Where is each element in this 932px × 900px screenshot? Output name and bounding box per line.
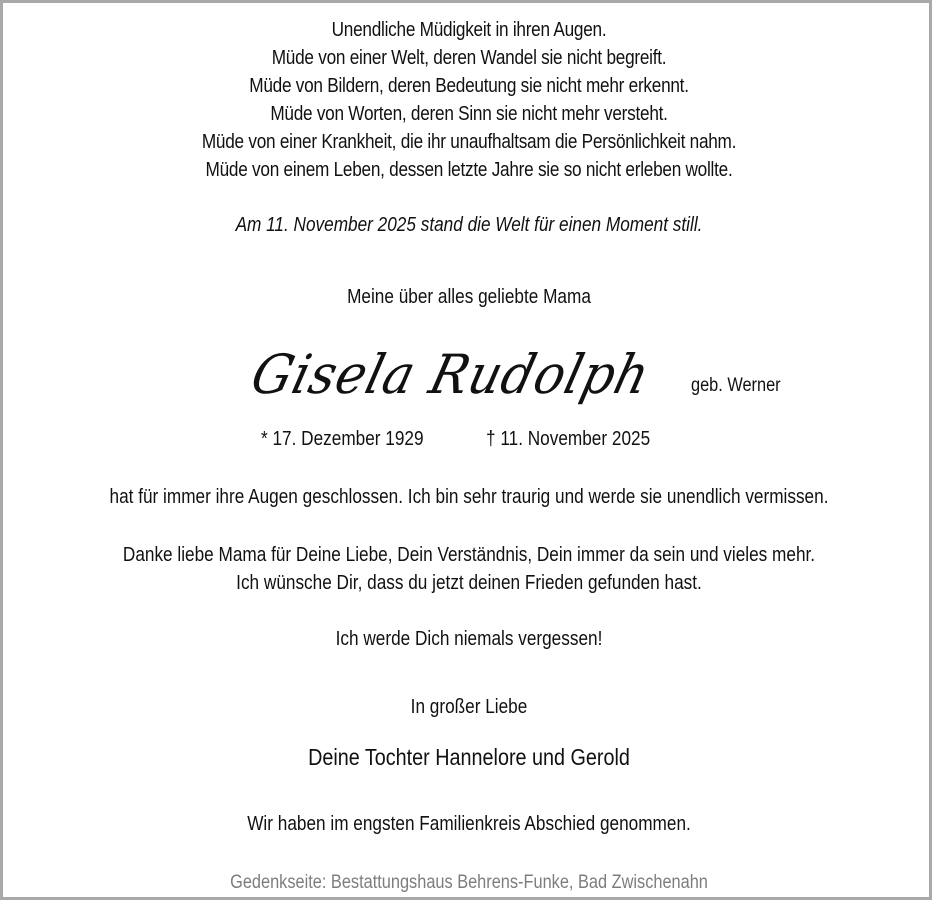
date-statement: Am 11. November 2025 stand die Welt für einen Moment still. (235, 214, 703, 236)
poem-line: Müde von einem Leben, dessen letzte Jahre sie so nicht erleben wollte. (205, 159, 733, 181)
deceased-name: Gisela Rudolph (245, 343, 657, 406)
signature: Deine Tochter Hannelore und Gerold (308, 744, 630, 770)
deceased-name-block (245, 343, 821, 413)
message-line: Danke liebe Mama für Deine Liebe, Dein Verständnis, Dein immer da sein und vieles mehr. (122, 544, 816, 566)
birth-name: geb. Werner (691, 375, 781, 396)
poem-line: Müde von einer Welt, deren Wandel sie nicht begreift. (271, 47, 667, 69)
farewell-note: Wir haben im engsten Familienkreis Abschied genommen. (247, 813, 691, 835)
message-line: hat für immer ihre Augen geschlossen. Ich bin sehr traurig und werde sie unendlich vermissen. (109, 486, 829, 508)
life-dates (3, 428, 932, 456)
birth-date: * 17. Dezember 1929 (261, 428, 424, 450)
message-line: Ich werde Dich niemals vergessen! (335, 628, 603, 650)
poem-line: Müde von Bildern, deren Bedeutung sie nicht mehr erkennt. (249, 75, 689, 97)
death-date: † 11. November 2025 (486, 428, 651, 450)
message-line: Ich wünsche Dir, dass du jetzt deinen Frieden gefunden hast. (236, 572, 702, 594)
footer-memorial-page: Gedenkseite: Bestattungshaus Behrens-Funke, Bad Zwischenahn (230, 872, 708, 893)
poem-line: Unendliche Müdigkeit in ihren Augen. (331, 19, 607, 41)
poem-line: Müde von Worten, deren Sinn sie nicht mehr versteht. (270, 103, 668, 125)
closing-line: In großer Liebe (410, 696, 528, 718)
poem-line: Müde von einer Krankheit, die ihr unaufhaltsam die Persönlichkeit nahm. (201, 131, 737, 153)
intro-line: Meine über alles geliebte Mama (347, 286, 591, 308)
